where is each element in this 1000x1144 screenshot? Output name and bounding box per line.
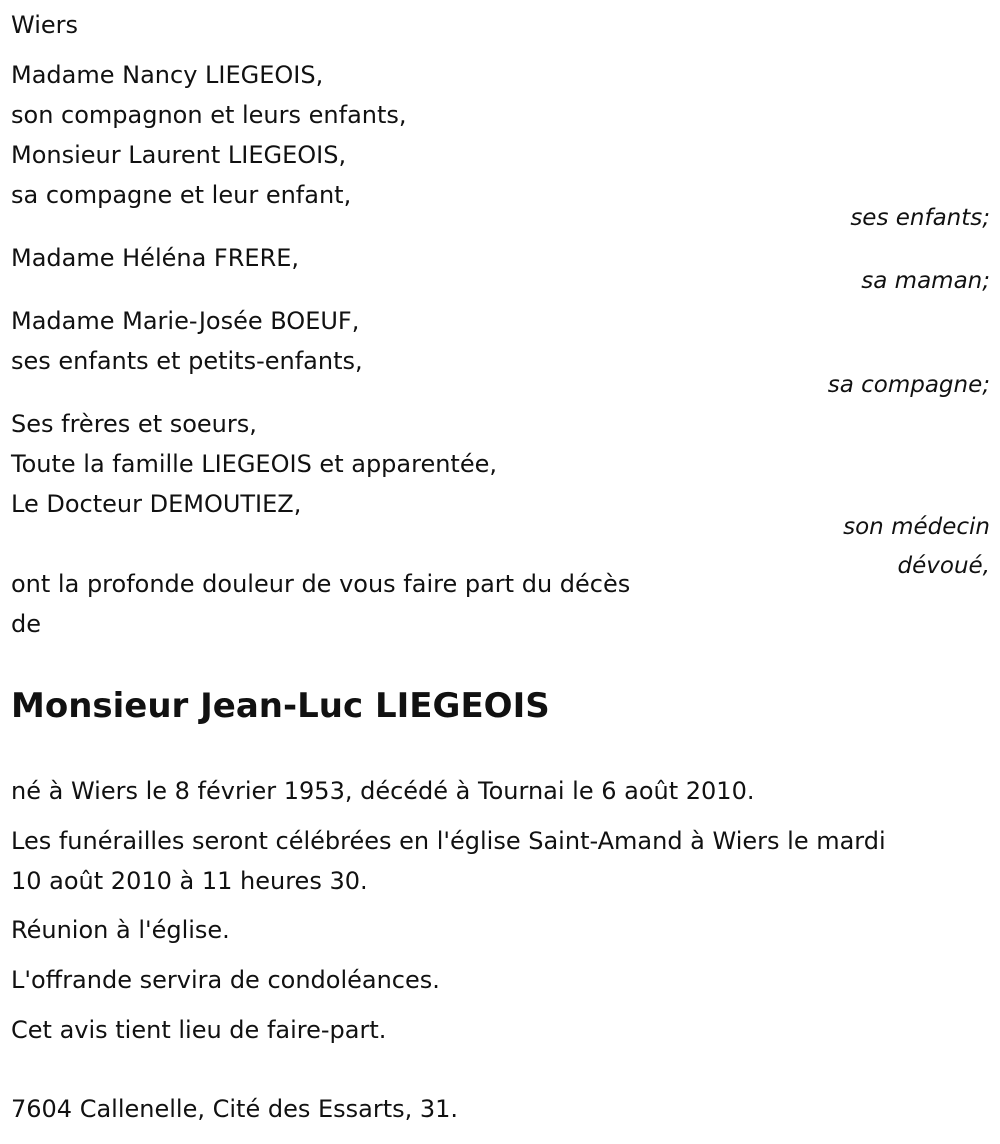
meeting-note: Réunion à l'église. xyxy=(11,916,230,944)
family-line: Toute la famille LIEGEOIS et apparentée, xyxy=(11,450,497,478)
announcement-line: ont la profonde douleur de vous faire part du décès xyxy=(11,570,631,598)
location: Wiers xyxy=(11,11,79,39)
relation-children: ses enfants; xyxy=(850,205,990,231)
funeral-details-cont: 10 août 2010 à 11 heures 30. xyxy=(11,867,368,895)
relation-doctor: son médecin xyxy=(843,514,990,540)
birth-death-details: né à Wiers le 8 février 1953, décédé à Tournai le 6 août 2010. xyxy=(11,777,755,805)
family-line: sa compagne et leur enfant, xyxy=(11,181,352,209)
family-line: Monsieur Laurent LIEGEOIS, xyxy=(11,141,347,169)
family-line: Madame Héléna FRERE, xyxy=(11,244,300,272)
notice-note: Cet avis tient lieu de faire-part. xyxy=(11,1016,387,1044)
family-line: Ses frères et soeurs, xyxy=(11,410,257,438)
funeral-details: Les funérailles seront célébrées en l'église Saint-Amand à Wiers le mardi xyxy=(11,827,886,855)
relation-mother: sa maman; xyxy=(861,268,990,294)
offering-note: L'offrande servira de condoléances. xyxy=(11,966,440,994)
family-line: son compagnon et leurs enfants, xyxy=(11,101,407,129)
family-line: Madame Nancy LIEGEOIS, xyxy=(11,61,324,89)
announcement-line: de xyxy=(11,610,41,638)
relation-doctor-cont: dévoué, xyxy=(897,553,990,579)
family-line: ses enfants et petits-enfants, xyxy=(11,347,363,375)
relation-partner: sa compagne; xyxy=(827,372,990,398)
deceased-name: Monsieur Jean-Luc LIEGEOIS xyxy=(11,686,550,726)
address: 7604 Callenelle, Cité des Essarts, 31. xyxy=(11,1095,459,1123)
family-line: Le Docteur DEMOUTIEZ, xyxy=(11,490,302,518)
family-line: Madame Marie-Josée BOEUF, xyxy=(11,307,360,335)
